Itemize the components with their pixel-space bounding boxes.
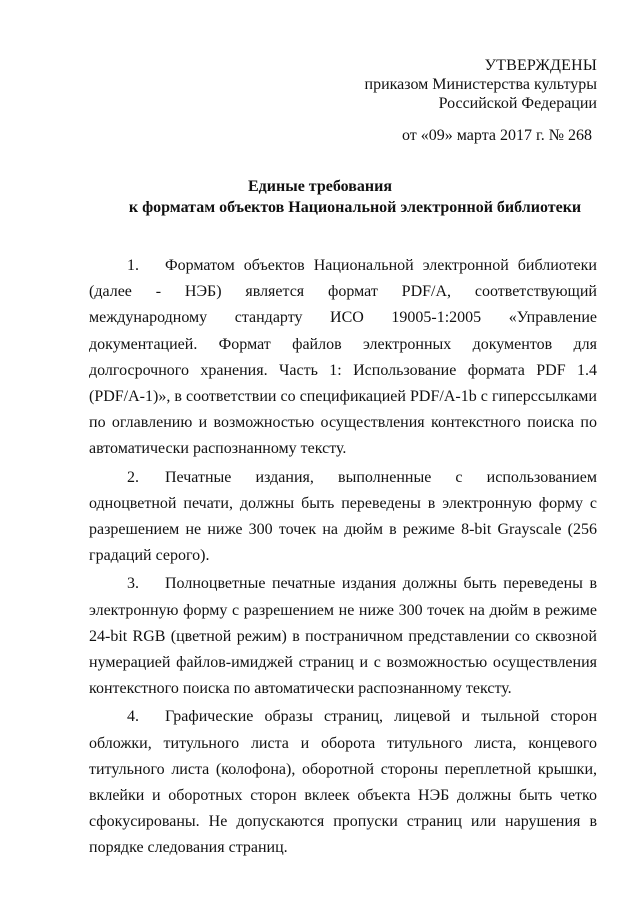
paragraph-4 [89, 704, 597, 861]
approval-line-country: Российской Федерации [438, 95, 597, 112]
approval-line-ministry: приказом Министерства культуры [364, 76, 597, 93]
paragraph-1 [89, 253, 597, 463]
paragraph-text: Полноцветные печатные издания должны быть переведены в электронную форму с разрешением не ниже 300 точек на дюйм в режиме 24-bit RGB (цветной режим) в постраничном представлении со сквозной нумерацией файлов-имиджей страниц и с возможностью осуществления контекстного поиска по автоматически распознанному тексту. [89, 575, 597, 698]
document-title [0, 176, 640, 218]
document-body [89, 253, 597, 864]
paragraph-number: 3. [127, 575, 139, 593]
paragraph-number: 4. [127, 708, 139, 726]
paragraph-text: Форматом объектов Национальной электронной библиотеки (далее - НЭБ) является формат PDF/A, соответствующий международному стандарту ИСО 19005-1:2005 «Управление документацией. Формат файлов электронных документов для долгосрочного хранения. Часть 1: Использование формата PDF 1.4 (PDF/A-1)», в соответствии со спецификацией PDF/A-1b с гиперссылками по оглавлению и возможностью осуществления контекстного поиска по автоматически распознанному тексту. [89, 257, 597, 458]
paragraph-text: Печатные издания, выполненные с использованием одноцветной печати, должны быть переведены в электронную форму с разрешением не ниже 300 точек на дюйм в режиме 8-bit Grayscale (256 градаций серого). [89, 468, 597, 565]
approval-heading: УТВЕРЖДЕНЫ [484, 57, 597, 74]
approval-block [337, 56, 597, 113]
title-line-1: Единые требования [248, 178, 392, 195]
paragraph-number: 1. [127, 257, 139, 274]
title-line-2: к форматам объектов Национальной электронной библиотеки [128, 199, 582, 216]
paragraph-3 [89, 571, 597, 702]
paragraph-text: Графические образы страниц, лицевой и тыльной сторон обложки, титульного листа и оборота титульного листа, концевого титульного листа (колофона), оборотной стороны переплетной крышки, вклейки и оборотных сторон вклеек объекта НЭБ должны быть четко сфокусированы. Не допускаются пропуски страниц или нарушения в порядке следования страниц. [89, 708, 597, 857]
paragraph-2 [89, 465, 597, 570]
paragraph-number: 2. [127, 468, 139, 486]
order-reference: от «09» марта 2017 г. № 268 [402, 127, 592, 144]
